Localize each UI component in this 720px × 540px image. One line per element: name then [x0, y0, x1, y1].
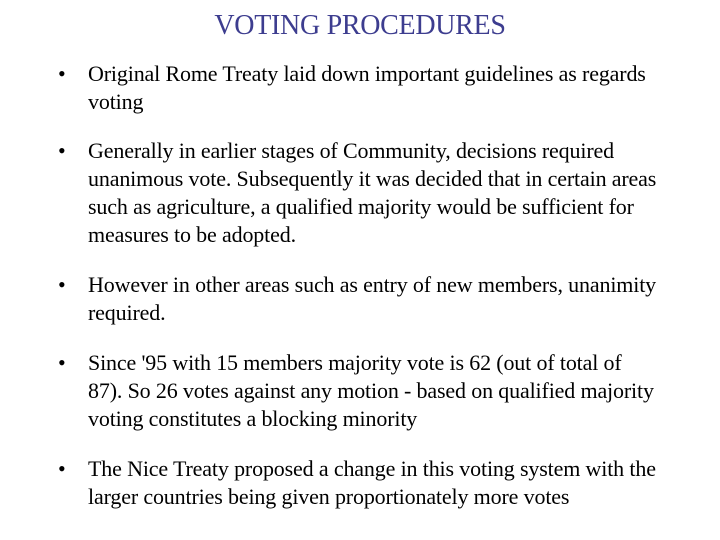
slide-title: VOTING PROCEDURES [214, 10, 506, 41]
bullet-marker: • [58, 61, 66, 86]
bullet-text: Generally in earlier stages of Community, decisions required unanimous vote. Subsequently it was decided that in certain areas such as agriculture, a qualified majority would be sufficient for measures to be adopted. [88, 138, 657, 247]
bullet-item [58, 455, 658, 511]
bullet-text: However in other areas such as entry of new members, unanimity required. [88, 272, 657, 325]
bullet-marker: • [58, 456, 66, 481]
bullet-item [58, 137, 658, 249]
bullet-marker: • [58, 138, 66, 163]
bullet-item [58, 349, 658, 433]
bullet-marker: • [58, 272, 66, 297]
bullet-text: The Nice Treaty proposed a change in this voting system with the larger countries being given proportionately more votes [88, 456, 656, 509]
bullet-text: Since '95 with 15 members majority vote is 62 (out of total of 87). So 26 votes against any motion - based on qualified majority voting constitutes a blocking minority [88, 350, 654, 431]
bullet-item [58, 60, 658, 116]
bullet-marker: • [58, 350, 66, 375]
bullet-text: Original Rome Treaty laid down important guidelines as regards voting [88, 61, 646, 114]
bullet-item [58, 271, 658, 327]
